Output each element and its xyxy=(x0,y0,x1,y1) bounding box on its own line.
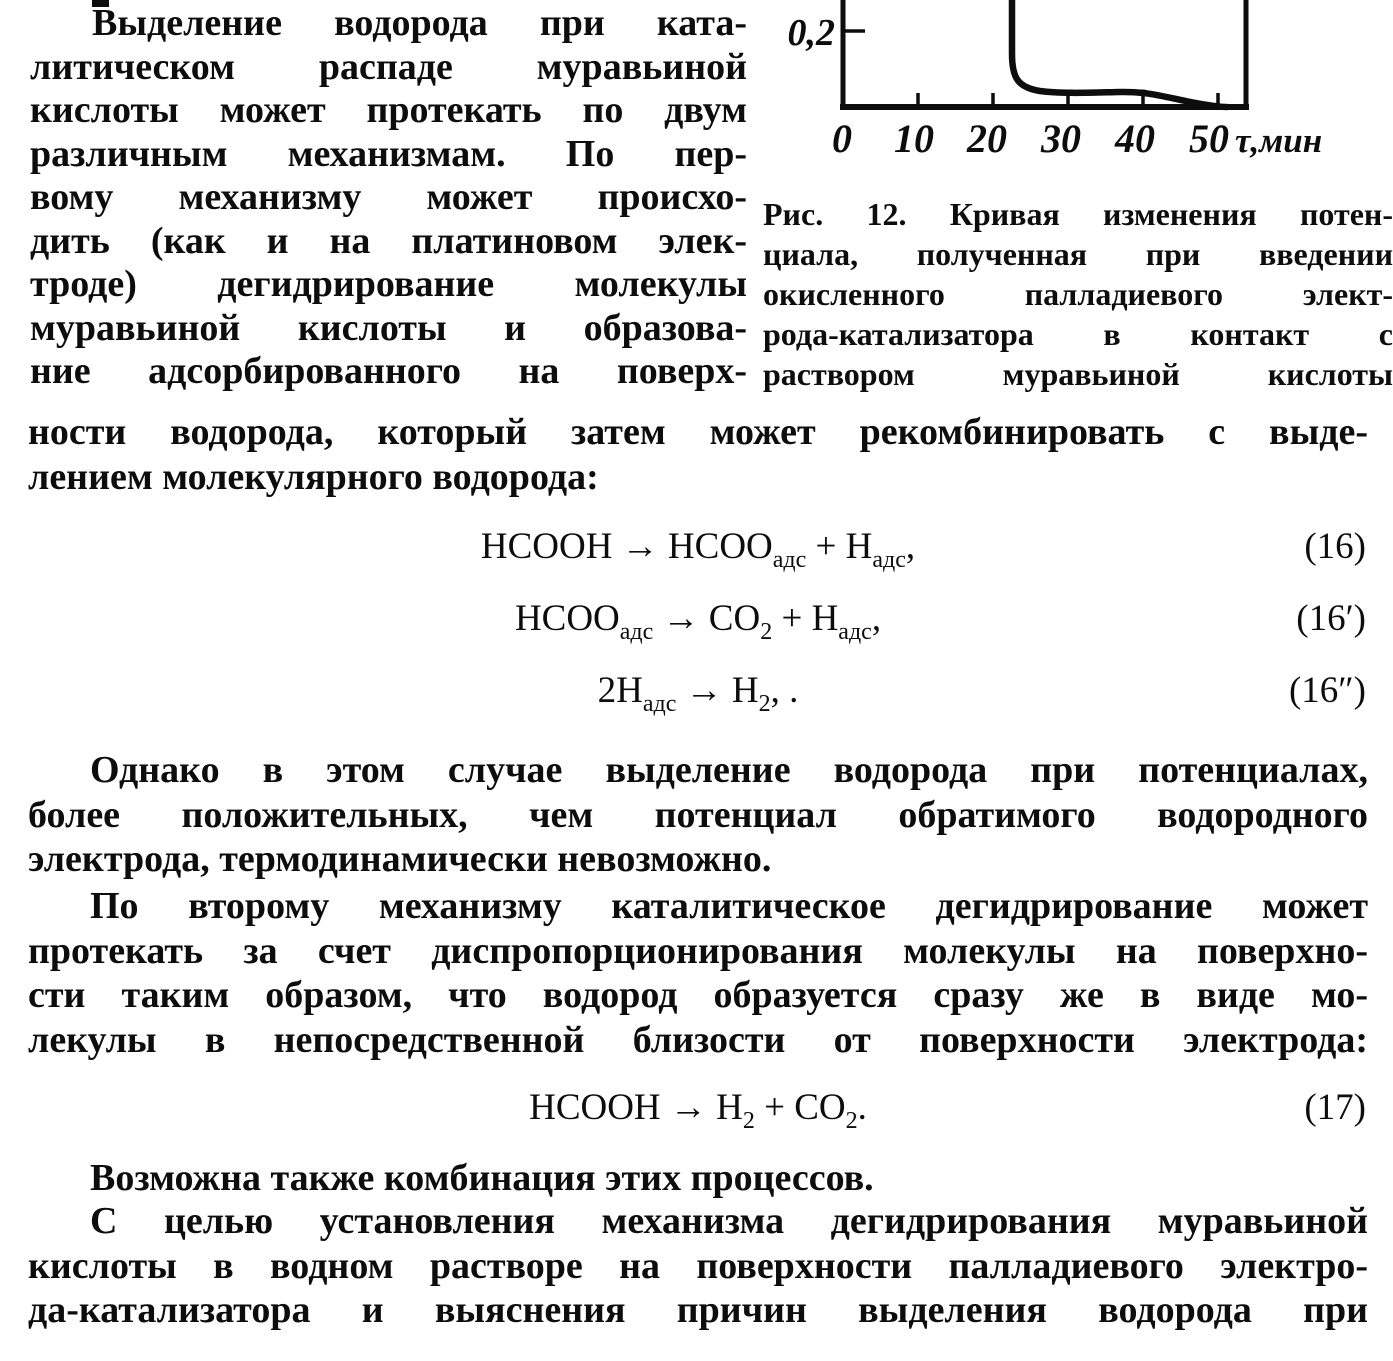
x-tick-label: 0 xyxy=(832,116,852,161)
x-tick-label: 20 xyxy=(967,116,1007,161)
x-tick-label: 50 xyxy=(1189,116,1229,161)
intro-paragraph xyxy=(30,2,747,394)
equation-text: HCOOH → HCOO xyxy=(480,526,773,567)
equation-subscript: адс xyxy=(642,691,677,717)
text-line: Однако в этом случае выделение водорода при потенциалах, xyxy=(90,749,1368,791)
continuation-paragraph xyxy=(28,410,1368,500)
equation-text: → H xyxy=(676,670,759,711)
text-line: электрода, термодинамически невозможно. xyxy=(28,838,772,880)
equation-text: HCOO xyxy=(514,598,620,639)
x-tick-label: 10 xyxy=(894,116,934,161)
equation-17 xyxy=(529,1087,867,1134)
equation-text: + H xyxy=(772,598,839,639)
y-tick-label: 0,2 xyxy=(787,12,835,54)
text-line: кислоты в водном растворе на поверхности палладиевого электро- xyxy=(28,1244,1368,1287)
text-line: да-катализатора и выяснения причин выделения водорода при xyxy=(28,1289,1368,1331)
figure-caption xyxy=(763,194,1393,394)
equation-text: → CO xyxy=(653,598,761,639)
text-line: Возможна также комбинация этих процессов. xyxy=(90,1157,874,1199)
text-line: ние адсорбированного на поверх- xyxy=(30,350,747,392)
equation-subscript: 2 xyxy=(845,1108,858,1134)
equation-number: (16) xyxy=(1304,526,1366,567)
equation-16-double-prime xyxy=(597,670,799,717)
equation-subscript: 2 xyxy=(742,1108,755,1134)
text-line: лекулы в непосредственной близости от поверхности электрода: xyxy=(28,1018,1368,1061)
caption-line: циала, полученная при введении xyxy=(763,236,1393,272)
equation-row-16 xyxy=(28,521,1368,586)
text-line: вому механизму может происхо- xyxy=(30,176,747,218)
paragraph-goal xyxy=(28,1199,1368,1333)
caption-line: раствором муравьиной кислоты xyxy=(763,356,1393,392)
text-line: кислоты может протекать по двум xyxy=(30,89,747,131)
equation-text: + H xyxy=(806,526,873,567)
equation-row-16-prime xyxy=(28,593,1368,658)
equation-number: (16′) xyxy=(1296,598,1366,639)
text-line: более положительных, чем потенциал обратимого водородного xyxy=(28,793,1368,836)
equation-number: (16″) xyxy=(1288,670,1366,711)
x-tick-label: 40 xyxy=(1115,116,1155,161)
potential-time-chart xyxy=(763,0,1393,168)
caption-line: рода-катализатора в контакт с xyxy=(763,316,1393,352)
equation-text: . xyxy=(857,1087,867,1128)
text-line: Выделение водорода при ката- xyxy=(92,2,747,44)
equation-text: + CO xyxy=(754,1087,846,1128)
equation-16-prime xyxy=(514,598,882,645)
figure-12 xyxy=(763,0,1393,394)
text-line: троде) дегидрирование молекулы xyxy=(30,263,747,305)
equation-16 xyxy=(480,526,916,573)
caption-line: окисленного палладиевого элект- xyxy=(763,276,1393,312)
text-line: ности водорода, который затем может рекомбинировать с выде- xyxy=(28,411,1368,453)
paragraph-second-mechanism xyxy=(28,884,1368,1062)
text-line: сти таким образом, что водород образуется сразу же в виде мо- xyxy=(28,974,1368,1016)
text-line: По второму механизму каталитическое дегидрирование может xyxy=(90,885,1368,927)
equation-text: , xyxy=(871,598,882,639)
equation-subscript: адс xyxy=(872,547,906,573)
text-line: муравьиной кислоты и образова- xyxy=(30,306,747,349)
text-line: дить (как и на платиновом элек- xyxy=(30,219,747,262)
text-line: различным механизмам. По пер- xyxy=(30,132,747,175)
paragraph-combination xyxy=(28,1156,1368,1201)
text-line: лением молекулярного водорода: xyxy=(28,456,599,498)
equation-text: , xyxy=(905,526,916,567)
caption-line: Рис. 12. Кривая изменения потен- xyxy=(763,196,1393,232)
x-tick-label: 30 xyxy=(1041,116,1081,161)
equation-subscript: адс xyxy=(772,547,807,573)
equation-number: (17) xyxy=(1304,1087,1366,1128)
equation-row-17 xyxy=(28,1082,1368,1147)
paragraph-thermodynamics xyxy=(28,748,1368,882)
x-axis-unit-label: τ,мин xyxy=(1235,121,1323,160)
equation-text: HCOOH → H xyxy=(529,1087,743,1128)
equation-text: 2H xyxy=(597,670,643,711)
text-line: литическом распаде муравьиной xyxy=(30,45,747,88)
equation-row-16-double-prime xyxy=(28,665,1368,730)
equation-subscript: 2 xyxy=(760,619,773,645)
text-line: протекать за счет диспропорционирования молекулы на поверхно- xyxy=(28,929,1368,972)
potential-curve xyxy=(1012,0,1227,107)
text-line: С целью установления механизма дегидрирования муравьиной xyxy=(90,1200,1368,1242)
equation-subscript: 2 xyxy=(758,691,771,717)
equation-subscript: адс xyxy=(838,619,872,645)
equation-subscript: адс xyxy=(619,619,654,645)
equation-text: , . xyxy=(770,670,799,711)
